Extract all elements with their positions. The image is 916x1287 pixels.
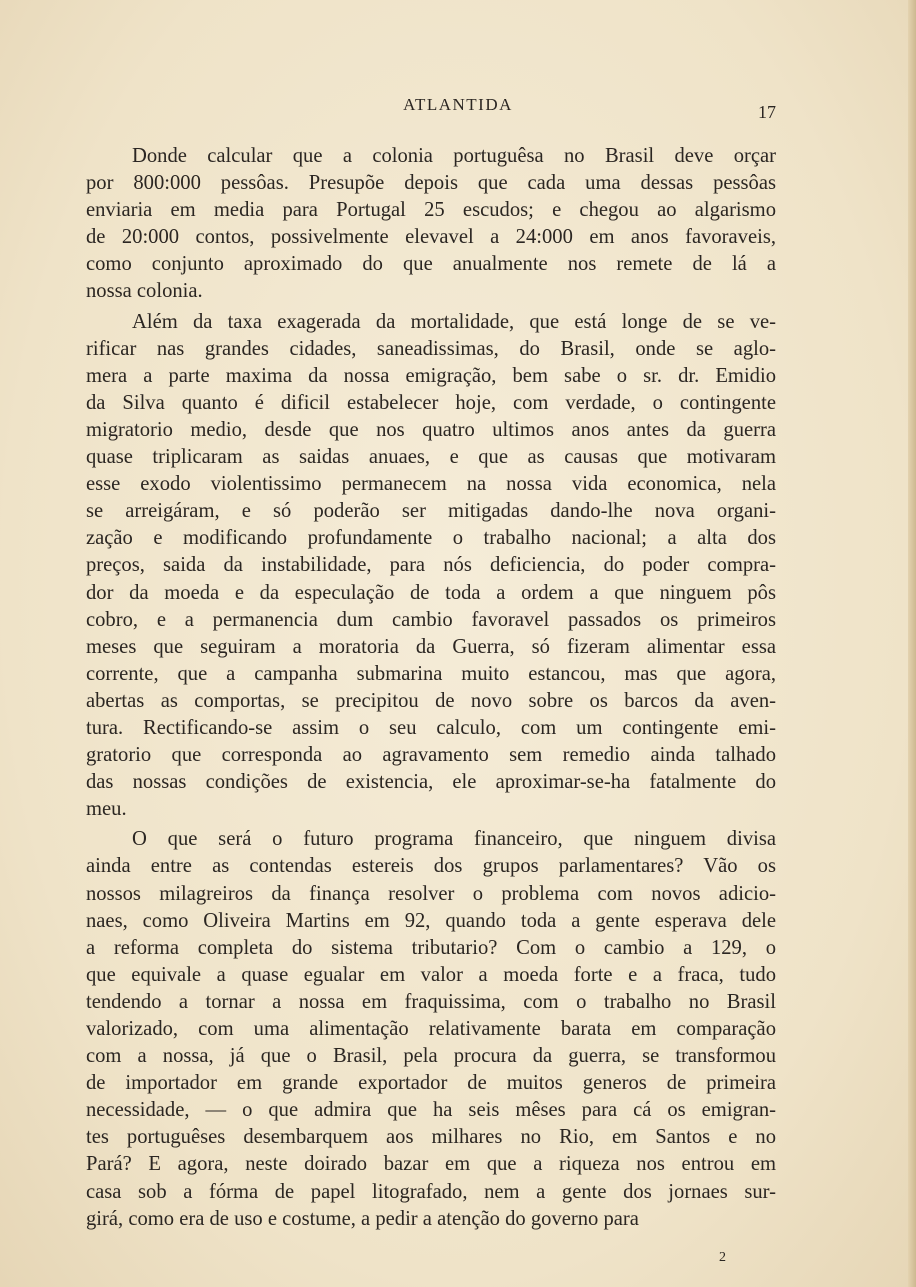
text-line: tura. Rectificando-se assim o seu calculo, com um contingente emi-	[86, 716, 776, 739]
text-line: necessidade, — o que admira que ha seis mêses para cá os emigran-	[86, 1099, 776, 1122]
text-line: esse exodo violentissimo permanecem na nossa vida economica, nela	[86, 473, 776, 496]
text-line: meu.	[86, 798, 127, 821]
page-number: 17	[758, 102, 776, 122]
text-line: preços, saida da instabilidade, para nós deficiencia, do poder compra-	[86, 554, 776, 577]
page-edge	[908, 0, 916, 1287]
running-title: ATLANTIDA	[403, 95, 513, 114]
text-line: ainda entre as contendas estereis dos grupos parlamentares? Vão os	[86, 855, 776, 878]
text-line: dor da moeda e da especulação de toda a ordem a que ninguem pôs	[86, 581, 776, 604]
text-line: migratorio medio, desde que nos quatro ultimos anos antes da guerra	[86, 418, 776, 441]
text-line: Pará? E agora, neste doirado bazar em que a riqueza nos entrou em	[86, 1153, 776, 1176]
text-line: nossos milagreiros da finança resolver o problema com novos adicio-	[86, 882, 776, 905]
paragraph	[86, 309, 776, 824]
text-line: valorizado, com uma alimentação relativamente barata em comparação	[86, 1018, 776, 1040]
text-line: girá, como era de uso e costume, a pedir a atenção do governo para	[86, 1207, 639, 1230]
text-line: Além da taxa exagerada da mortalidade, que está longe de se ve-	[132, 310, 776, 333]
text-line: de importador em grande exportador de muitos generos de primeira	[86, 1072, 776, 1095]
text-line: se arreigáram, e só poderão ser mitigadas dando-lhe nova organi-	[86, 500, 776, 523]
paragraph	[86, 826, 776, 1232]
text-line: de 20:000 contos, possivelmente elevavel a 24:000 em anos favoraveis,	[86, 226, 776, 249]
text-line: quase triplicaram as saidas anuaes, e que as causas que motivaram	[86, 446, 776, 469]
text-line: tes portuguêses desembarquem aos milhares no Rio, em Santos e no	[86, 1126, 776, 1149]
text-line: rificar nas grandes cidades, saneadissimas, do Brasil, onde se aglo-	[86, 337, 776, 360]
signature-mark: 2	[719, 1250, 726, 1265]
text-line: meses que seguiram a moratoria da Guerra, só fizeram alimentar essa	[86, 635, 776, 658]
text-line: por 800:000 pessôas. Presupõe depois que cada uma dessas pessôas	[86, 172, 776, 195]
text-line: a reforma completa do sistema tributario? Com o cambio a 129, o	[86, 936, 776, 959]
text-line: casa sob a fórma de papel litografado, nem a gente dos jornaes sur-	[86, 1180, 776, 1203]
text-line: cobro, e a permanencia dum cambio favoravel passados os primeiros	[86, 608, 776, 631]
text-line: da Silva quanto é dificil estabelecer hoje, com verdade, o contingente	[86, 391, 776, 414]
text-line: abertas as comportas, se precipitou de novo sobre os barcos da aven-	[86, 689, 776, 712]
text-line: zação e modificando profundamente o trabalho nacional; a alta dos	[86, 527, 776, 550]
text-line: corrente, que a campanha submarina muito estancou, mas que agora,	[86, 662, 776, 685]
text-line: que equivale a quase egualar em valor a moeda forte e a fraca, tudo	[86, 963, 776, 986]
text-line: mera a parte maxima da nossa emigração, bem sabe o sr. dr. Emidio	[86, 364, 776, 387]
text-line: tendendo a tornar a nossa em fraquissima, com o trabalho no Brasil	[86, 990, 776, 1013]
paragraph	[86, 143, 776, 306]
text-line: das nossas condições de existencia, ele aproximar-se-ha fatalmente do	[86, 771, 776, 794]
text-line: nossa colonia.	[86, 280, 203, 303]
text-line: enviaria em media para Portugal 25 escudos; e chegou ao algarismo	[86, 199, 776, 222]
text-line: Donde calcular que a colonia portuguêsa no Brasil deve orçar	[132, 145, 776, 167]
text-line: com a nossa, já que o Brasil, pela procura da guerra, se transformou	[86, 1045, 776, 1068]
text-line: naes, como Oliveira Martins em 92, quando toda a gente esperava dele	[86, 909, 776, 932]
text-line: como conjunto aproximado do que anualmente nos remete de lá a	[86, 253, 776, 276]
text-line: gratorio que corresponda ao agravamento sem remedio ainda talhado	[86, 744, 776, 767]
text-line: O que será o futuro programa financeiro, que ninguem divisa	[132, 828, 776, 851]
body-text	[86, 143, 776, 1233]
